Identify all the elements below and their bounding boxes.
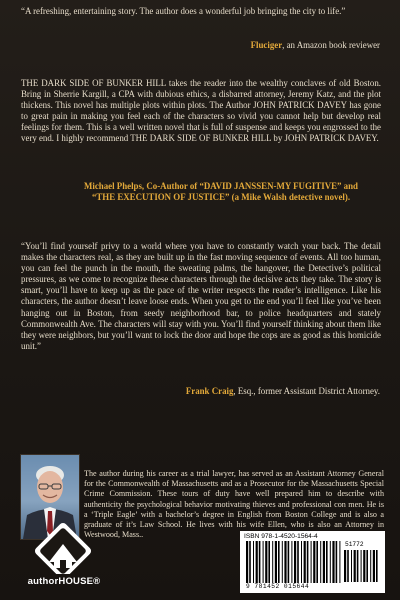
house-icon xyxy=(24,518,102,574)
barcode-bar xyxy=(323,541,325,583)
isbn-label: ISBN 978-1-4520-1564-4 xyxy=(244,533,318,540)
barcode-bar xyxy=(268,541,270,583)
barcode-bar xyxy=(313,541,315,583)
barcode-bar xyxy=(278,541,280,583)
barcode-bar xyxy=(253,541,254,583)
barcode-bar xyxy=(326,541,328,583)
barcode-bar xyxy=(366,550,368,582)
reviewer-name-1: Fluciger xyxy=(250,40,283,50)
barcode-bar xyxy=(311,541,312,583)
barcode-bar xyxy=(288,541,290,583)
barcode-bar xyxy=(330,541,331,583)
barcode-bar xyxy=(291,541,292,583)
barcode-bar xyxy=(316,541,318,583)
barcode-bar xyxy=(297,541,299,583)
barcode-bar xyxy=(265,541,267,583)
barcode-bar xyxy=(263,541,264,583)
reviewer-line-2b: “THE EXECUTION OF JUSTICE” (a Mike Walsh detective novel). xyxy=(91,192,351,203)
reviewer-name-3: Frank Craig xyxy=(185,386,234,396)
barcode-bar xyxy=(357,550,359,582)
author-bio: The author during his career as a trial lawyer, has served as an Assistant Attorney General for the Commonwealth of Massachusetts and as a Prosecutor for the Massachusetts Special Crime Commission. These tours of duty have well prepared him to describe with authenticity the psychological behavior motivating thieves and professional con men. He is a ‘Triple Eagle’ with a bachelor’s degree in English from Boston College and is also a graduate of it’s Law School. He lives with his wife Ellen, who is also an Attorney in Westwood, Mass.. xyxy=(84,469,384,540)
barcode-addon-bars xyxy=(344,550,380,582)
barcode-bar xyxy=(354,550,356,582)
barcode-bar xyxy=(320,541,321,583)
review-attribution-3 xyxy=(186,386,380,397)
barcode-bar xyxy=(284,541,286,583)
barcode-bar xyxy=(332,541,334,583)
barcode-bar xyxy=(347,550,349,582)
barcode-bar xyxy=(294,541,296,583)
barcode-bar xyxy=(344,550,346,582)
barcode-bar xyxy=(282,541,283,583)
barcode-bar xyxy=(363,550,365,582)
reviewer-desc-3: , Esq., former Assistant District Attorney. xyxy=(233,386,380,396)
review-attribution-1 xyxy=(251,40,380,51)
barcode-bar xyxy=(275,541,277,583)
isbn-barcode xyxy=(240,531,385,593)
barcode-bar xyxy=(370,550,371,582)
barcode-digits: 9 781452 015644 xyxy=(246,583,310,590)
barcode-bar xyxy=(336,541,338,583)
barcode-bar xyxy=(304,541,306,583)
barcode-bar xyxy=(272,541,273,583)
reviewer-desc-1: , an Amazon book reviewer xyxy=(282,40,380,50)
barcode-bar xyxy=(259,541,261,583)
review-quote-3: “You’ll find yourself privy to a world where you have to constantly watch your back. The detail makes the characters real, as they are built up in the fast moving sequence of events. All too human, you can feel the punch in the mouth, the sweating palms, the hangover, the Detective’s political pressures, as we come to recognize these characters through the decisive acts they take. The story is smart, you’ll have to keep up as the pace of the writer respects the reader’s intelligence. Like his characters, the author doesn’t leave loose ends. When you get to the end you’ll feel like you’ve been hanging out in Boston, from seedy neighborhood bar, to police headquarters and stately Commonwealth Ave. The characters will stay with you. You’ll find yourself thinking about them like they were neighbors, but you’ll want to lock the door and hope the cops are as good as this homicide unit.” xyxy=(21,241,381,351)
barcode-bar xyxy=(256,541,258,583)
reviewer-line-2a: Michael Phelps, Co-Author of “DAVID JANSSEN-MY FUGITIVE” and xyxy=(84,181,358,191)
barcode-addon-digits: 51772 xyxy=(345,541,364,548)
barcode-bar xyxy=(339,541,340,583)
review-attribution-2 xyxy=(56,181,386,203)
barcode-bars xyxy=(246,541,342,583)
authorhouse-logo xyxy=(24,518,102,588)
barcode-bar xyxy=(301,541,302,583)
barcode-bar xyxy=(249,541,251,583)
review-quote-2: THE DARK SIDE OF BUNKER HILL takes the reader into the wealthy conclaves of old Boston. Bring in Sherrie Kargill, a CPA with dubious ethics, a disbarred attorney, Jeremy Katz, and the plot thickens. This novel has multiple plots within plots. The Author JOHN PATRICK DAVEY has gone to great pain in making you feel each of the characters so vivid you cannot help but develop real feelings for them. This is a well written novel that is full of suspense and keeps you engrossed to the very end. I highly recommend THE DARK SIDE OF BUNKER HILL by JOHN PATRICK DAVEY. xyxy=(21,78,381,144)
barcode-bar xyxy=(373,550,375,582)
review-quote-1: “A refreshing, entertaining story. The author does a wonderful job bringing the city to life.” xyxy=(21,6,346,16)
barcode-bar xyxy=(307,541,309,583)
publisher-name: authorHOUSE® xyxy=(27,576,101,587)
barcode-bar xyxy=(351,550,352,582)
barcode-bar xyxy=(376,550,378,582)
barcode-bar xyxy=(361,550,362,582)
barcode-bar xyxy=(246,541,248,583)
